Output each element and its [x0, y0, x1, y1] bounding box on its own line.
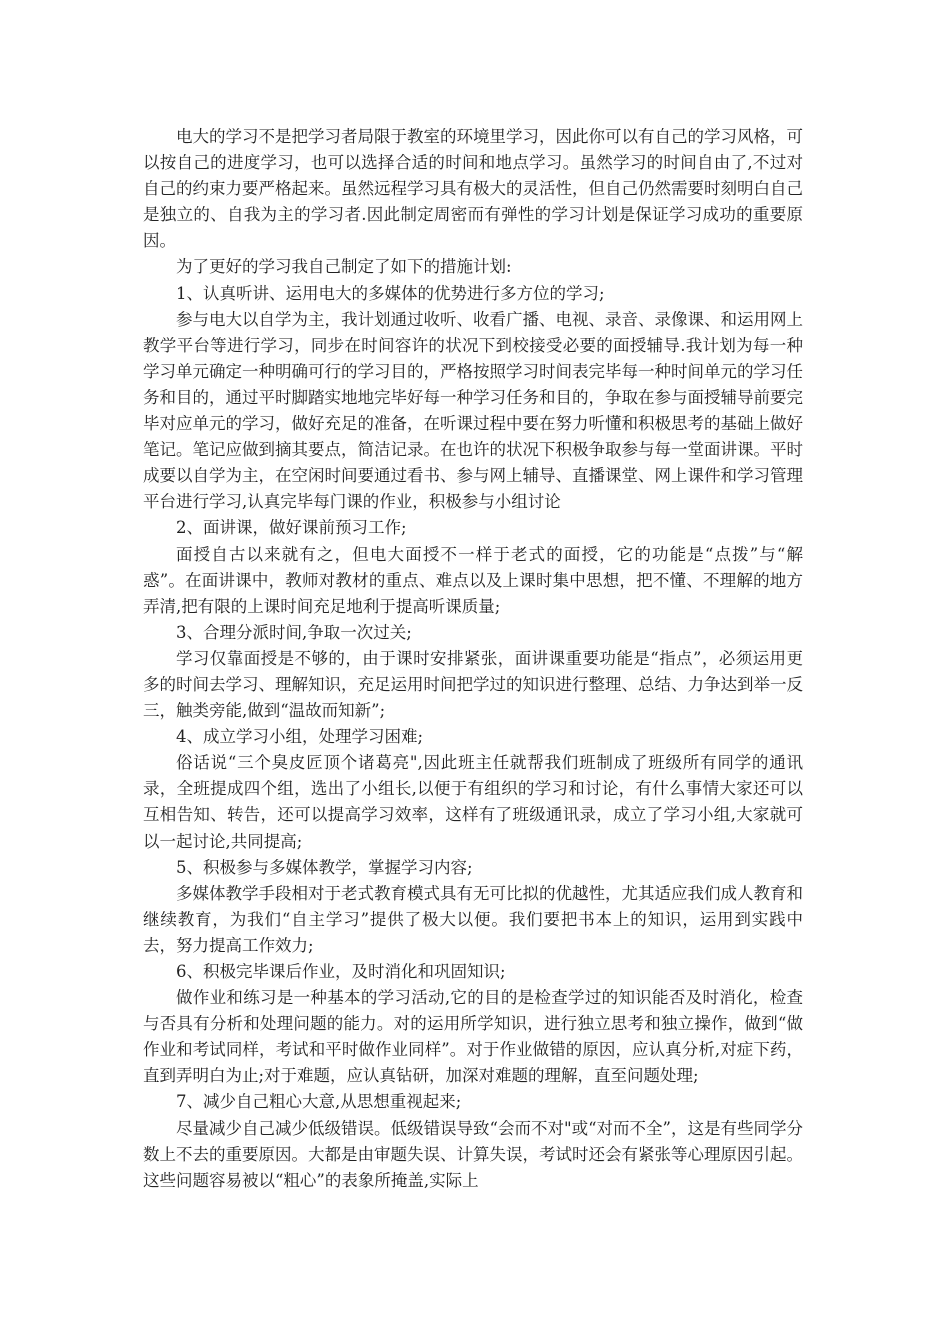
- item-body-1: 参与电大以自学为主，我计划通过收听、收看广播、电视、录音、录像课、和运用网上教学平台等进行学习，同步在时间容许的状况下到校接受必要的面授辅导.我计划为每一种学习单元确定一种明确可行的学习目的，严格按照学习时间表完毕每一种时间单元的学习任务和目的，通过平时脚踏实地地完毕好每一种学习任务和目的，争取在参与面授辅导前要完毕对应单元的学习，做好充足的准备，在听课过程中要在努力听懂和积极思考的基础上做好笔记。笔记应做到摘其要点，简洁记录。在也许的状况下积极争取参与每一堂面讲课。平时成要以自学为主，在空闲时间要通过看书、参与网上辅导、直播课堂、网上课件和学习管理平台进行学习,认真完毕每门课的作业，积极参与小组讨论: [143, 309, 803, 512]
- item-heading-6: 6、积极完毕课后作业，及时消化和巩固知识;: [176, 962, 506, 981]
- item-body-2: 面授自古以来就有之，但电大面授不一样于老式的面授，它的功能是“点拨”与“解惑”。在面讲课中，教师对教材的重点、难点以及上课时集中思想，把不懂、不理解的地方弄清,把有限的上课时间充足地利于提高听课质量;: [143, 544, 803, 616]
- paragraph-plan-lead: 为了更好的学习我自己制定了如下的措施计划:: [176, 257, 512, 277]
- item-heading-7: 7、减少自己粗心大意,从思想重视起来;: [176, 1092, 462, 1112]
- item-heading-5: 5、积极参与多媒体教学，掌握学习内容;: [176, 857, 473, 877]
- paragraph-intro: 电大的学习不是把学习者局限于教室的环境里学习，因此你可以有自己的学习风格，可以按自己的进度学习，也可以选择合适的时间和地点学习。虽然学习的时间自由了,不过对自己的约束力要严格起来。虽然远程学习具有极大的灵活性，但自己仍然需要时刻明白自己是独立的、自我为主的学习者.因此制定周密而有弹性的学习计划是保证学习成功的重要原因。: [143, 127, 803, 251]
- item-body-4: 俗话说“三个臭皮匠顶个诸葛亮",因此班主任就帮我们班制成了班级所有同学的通讯录，全班提成四个组，选出了小组长,以便于有组织的学习和讨论，有什么事情大家还可以互相告知、转告，还可以提高学习效率，这样有了班级通讯录，成立了学习小组,大家就可以一起讨论,共同提高;: [143, 753, 803, 851]
- document-body: [143, 124, 803, 1194]
- item-body-3: 学习仅靠面授是不够的，由于课时安排紧张，面讲课重要功能是“指点”，必须运用更多的时间去学习、理解知识，充足运用时间把学过的知识进行整理、总结、力争达到举一反三，触类旁能,做到“温故而知新”;: [143, 648, 803, 721]
- item-heading-1: 1、认真听讲、运用电大的多媒体的优势进行多方位的学习;: [176, 283, 605, 303]
- item-heading-2: 2、面讲课，做好课前预习工作;: [176, 518, 407, 538]
- item-body-7: 尽量减少自己减少低级错误。低级错误导致“会而不对"或“对而不全”，这是有些同学分数上不去的重要原因。大都是由审题失误、计算失误，考试时还会有紧张等心理原因引起。这些问题容易被以“粗心”的表象所掩盖,实际上: [143, 1118, 803, 1190]
- item-heading-4: 4、成立学习小组，处理学习困难;: [176, 727, 424, 747]
- item-body-6: 做作业和练习是一种基本的学习活动,它的目的是检查学过的知识能否及时消化，检查与否具有分析和处理问题的能力。对的运用所学知识，进行独立思考和独立操作，做到“做作业和考试同样，考试和平时做作业同样”。对于作业做错的原因，应认真分析,对症下药，直到弄明白为止;对于难题，应认真钻研，加深对难题的理解，直至问题处理;: [143, 988, 803, 1086]
- item-body-5: 多媒体教学手段相对于老式教育模式具有无可比拟的优越性，尤其适应我们成人教育和继续教育，为我们“自主学习”提供了极大以便。我们要把书本上的知识，运用到实践中去，努力提高工作效力;: [143, 883, 803, 955]
- item-heading-3: 3、合理分派时间,争取一次过关;: [176, 622, 412, 642]
